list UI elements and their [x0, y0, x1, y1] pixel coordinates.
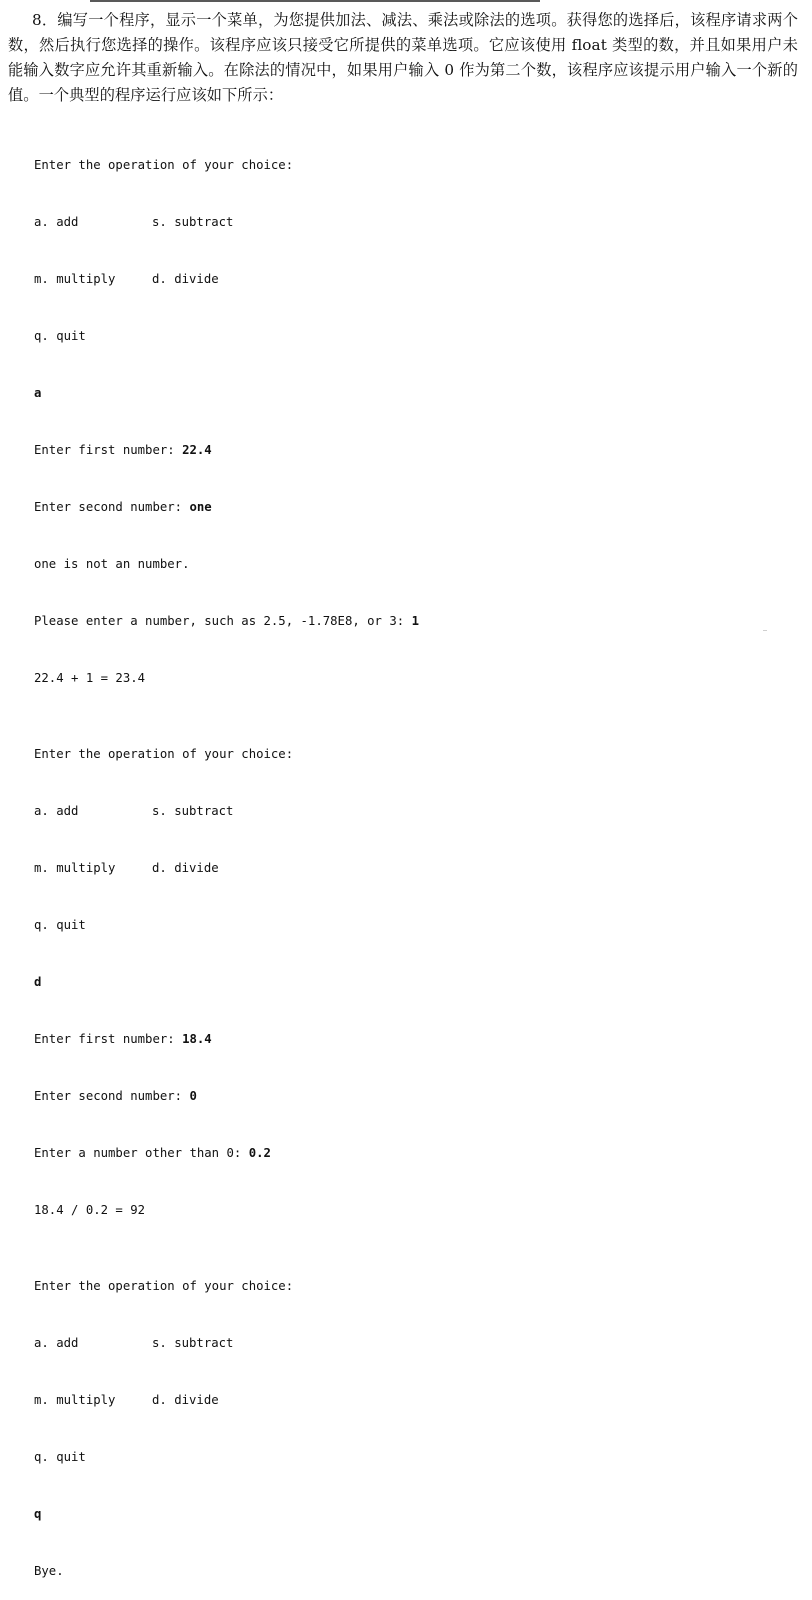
menu-row [34, 213, 774, 232]
menu-row [34, 1334, 774, 1353]
second-number-prompt: Enter second number: [34, 1089, 190, 1103]
second-number-line [34, 1087, 774, 1106]
menu-option-add: a. add [34, 804, 79, 818]
exit-message: Bye. [34, 1564, 64, 1578]
menu-option-multiply: m. multiply [34, 272, 116, 286]
menu-option-subtract: s. subtract [152, 1336, 234, 1350]
second-number-value: one [189, 500, 212, 514]
menu-option-add: a. add [34, 215, 79, 229]
retry-number-line [34, 612, 774, 631]
first-number-line [34, 1030, 774, 1049]
menu-option-subtract: s. subtract [152, 215, 234, 229]
second-number-value: 0 [189, 1089, 197, 1103]
first-number-value: 22.4 [182, 443, 212, 457]
invalid-number-message: one is not an number. [34, 557, 190, 571]
retry-number-prompt: Please enter a number, such as 2.5, -1.78E8, or 3: [34, 614, 412, 628]
operation-prompt: Enter the operation of your choice: [34, 747, 294, 761]
operation-prompt: Enter the operation of your choice: [34, 158, 294, 172]
menu-option-subtract: s. subtract [152, 804, 234, 818]
menu-option-divide: d. divide [152, 272, 219, 286]
addition-result: 22.4 + 1 = 23.4 [34, 671, 146, 685]
user-choice: d [34, 975, 42, 989]
second-number-prompt: Enter second number: [34, 500, 190, 514]
cropped-text-line [90, 0, 540, 5]
exercise-description [8, 8, 798, 108]
division-result: 18.4 / 0.2 = 92 [34, 1203, 146, 1217]
menu-option-quit: q. quit [34, 329, 86, 343]
menu-option-quit: q. quit [34, 1450, 86, 1464]
menu-option-quit: q. quit [34, 918, 86, 932]
menu-row [34, 270, 774, 289]
first-number-prompt: Enter first number: [34, 443, 183, 457]
second-number-line [34, 498, 774, 517]
menu-row [34, 859, 774, 878]
nonzero-number-line [34, 1144, 774, 1163]
nonzero-number-prompt: Enter a number other than 0: [34, 1146, 249, 1160]
menu-row [34, 1391, 774, 1410]
first-number-value: 18.4 [182, 1032, 212, 1046]
menu-option-add: a. add [34, 1336, 79, 1350]
operation-prompt: Enter the operation of your choice: [34, 1279, 294, 1293]
first-number-prompt: Enter first number: [34, 1032, 183, 1046]
menu-option-divide: d. divide [152, 1393, 219, 1407]
user-choice: a [34, 386, 42, 400]
exercise-paragraph: 8．编写一个程序，显示一个菜单，为您提供加法、减法、乘法或除法的选项。获得您的选择后，该程序请求两个数，然后执行您选择的操作。该程序应该只接受它所提供的菜单选项。它应该使用 float 类型的数，并且如果用户未能输入数字应允许其重新输入。在除法的情况中，如果用户输入 0 作为第二个数，该程序应该提示用户输入一个新的值。一个典型的程序运行应该如下所示： [8, 11, 798, 104]
nonzero-number-value: 0.2 [248, 1146, 271, 1160]
retry-number-value: 1 [411, 614, 419, 628]
first-number-line [34, 441, 774, 460]
user-choice: q [34, 1507, 42, 1521]
program-run-example [34, 118, 774, 1600]
menu-option-multiply: m. multiply [34, 1393, 116, 1407]
menu-option-divide: d. divide [152, 861, 219, 875]
menu-option-multiply: m. multiply [34, 861, 116, 875]
menu-row [34, 802, 774, 821]
scan-mark [763, 630, 767, 631]
